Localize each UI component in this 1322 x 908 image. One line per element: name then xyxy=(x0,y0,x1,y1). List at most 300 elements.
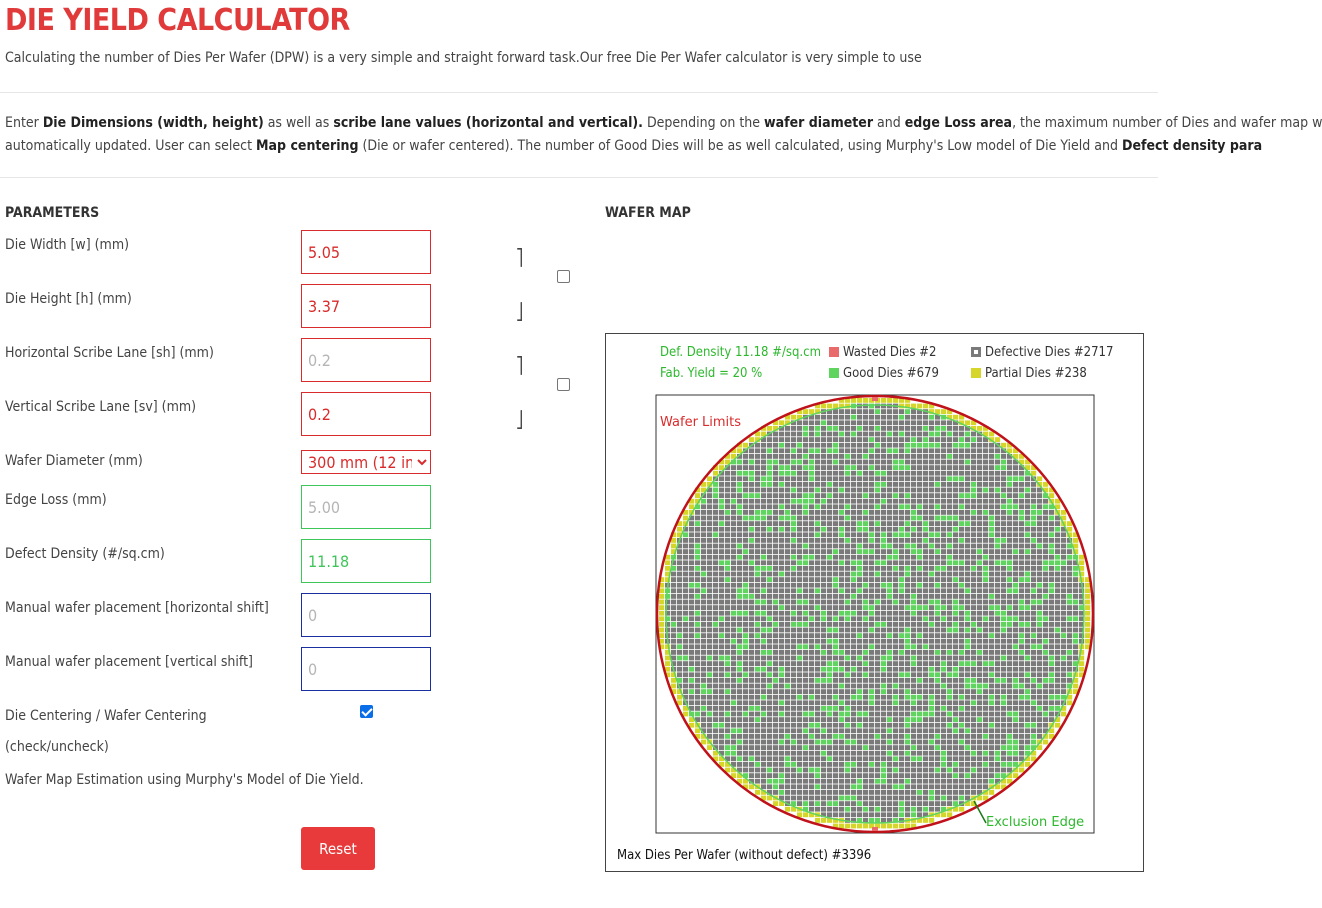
die-cell xyxy=(719,488,724,493)
die-cell xyxy=(1031,723,1036,728)
die-cell xyxy=(815,465,820,470)
die-cell xyxy=(833,521,838,526)
die-cell xyxy=(773,560,778,565)
die-cell xyxy=(809,443,814,448)
die-cell xyxy=(863,549,868,554)
die-cell xyxy=(803,572,808,577)
die-cell xyxy=(851,544,856,549)
die-cell xyxy=(683,600,688,605)
die-cell xyxy=(917,538,922,543)
die-cell xyxy=(791,527,796,532)
v-scribe-input[interactable] xyxy=(301,392,431,436)
die-cell xyxy=(1061,588,1066,593)
die-cell xyxy=(671,588,676,593)
die-cell xyxy=(1001,689,1006,694)
die-cell xyxy=(911,594,916,599)
die-cell xyxy=(1037,644,1042,649)
die-cell xyxy=(803,588,808,593)
die-cell xyxy=(1085,633,1090,638)
die-cell xyxy=(767,566,772,571)
die-cell xyxy=(713,740,718,745)
die-cell xyxy=(911,448,916,453)
die-cell xyxy=(821,583,826,588)
die-cell xyxy=(761,588,766,593)
die-cell xyxy=(947,790,952,795)
die-cell xyxy=(935,745,940,750)
die-cell xyxy=(1043,510,1048,515)
die-cell xyxy=(899,594,904,599)
die-cell xyxy=(1067,622,1072,627)
die-cell xyxy=(1001,549,1006,554)
die-cell xyxy=(755,773,760,778)
die-cell xyxy=(1007,717,1012,722)
die-cell xyxy=(911,544,916,549)
die-cell xyxy=(977,594,982,599)
die-cell xyxy=(995,672,1000,677)
die-cell xyxy=(911,745,916,750)
die-cell xyxy=(989,499,994,504)
die-cell xyxy=(911,409,916,414)
die-cell xyxy=(1007,706,1012,711)
die-cell xyxy=(719,549,724,554)
die-cell xyxy=(977,672,982,677)
die-cell xyxy=(929,622,934,627)
die-cell xyxy=(953,628,958,633)
die-cell xyxy=(839,784,844,789)
die-cell xyxy=(791,779,796,784)
die-cell xyxy=(923,723,928,728)
die-cell xyxy=(953,588,958,593)
die-cell xyxy=(839,476,844,481)
die-cell xyxy=(941,740,946,745)
die-cell xyxy=(749,566,754,571)
die-cell xyxy=(989,734,994,739)
die-cell xyxy=(1067,594,1072,599)
die-cell xyxy=(731,745,736,750)
die-cell xyxy=(923,426,928,431)
die-cell xyxy=(893,712,898,717)
die-cell xyxy=(923,734,928,739)
die-cell xyxy=(701,678,706,683)
die-cell xyxy=(749,471,754,476)
die-cell xyxy=(917,566,922,571)
die-cell xyxy=(995,700,1000,705)
die-cell xyxy=(1031,734,1036,739)
die-cell xyxy=(761,745,766,750)
die-cell xyxy=(701,622,706,627)
die-cell xyxy=(923,471,928,476)
die-cell xyxy=(851,493,856,498)
die-cell xyxy=(875,628,880,633)
die-cell xyxy=(827,745,832,750)
die-cell xyxy=(725,583,730,588)
die-cell xyxy=(1043,684,1048,689)
die-cell xyxy=(809,628,814,633)
die-cell xyxy=(695,656,700,661)
die-cell xyxy=(923,560,928,565)
die-cell xyxy=(791,661,796,666)
die-cell xyxy=(713,644,718,649)
die-cell xyxy=(851,409,856,414)
die-cell xyxy=(845,521,850,526)
centering-checkbox[interactable] xyxy=(360,705,373,718)
die-cell xyxy=(857,566,862,571)
die-cell xyxy=(863,672,868,677)
die-cell xyxy=(845,504,850,509)
die-cell xyxy=(935,482,940,487)
die-cell xyxy=(887,594,892,599)
die-cell xyxy=(893,824,898,829)
die-cell xyxy=(695,600,700,605)
die-cell xyxy=(917,516,922,521)
die-cell xyxy=(845,762,850,767)
die-cell xyxy=(809,695,814,700)
die-cell xyxy=(749,661,754,666)
die-cell xyxy=(839,661,844,666)
die-cell xyxy=(665,566,670,571)
die-cell xyxy=(1055,605,1060,610)
die-cell xyxy=(1061,656,1066,661)
die-cell xyxy=(743,740,748,745)
defect-density-input[interactable] xyxy=(301,539,431,583)
die-cell xyxy=(899,678,904,683)
die-cell xyxy=(863,745,868,750)
die-cell xyxy=(839,672,844,677)
die-cell xyxy=(845,437,850,442)
die-cell xyxy=(887,751,892,756)
die-cell xyxy=(923,588,928,593)
die-cell xyxy=(719,695,724,700)
die-cell xyxy=(839,605,844,610)
die-cell xyxy=(959,460,964,465)
die-cell xyxy=(749,756,754,761)
die-cell xyxy=(911,812,916,817)
die-cell xyxy=(797,521,802,526)
die-cell xyxy=(743,745,748,750)
die-cell xyxy=(869,723,874,728)
die-cell xyxy=(773,600,778,605)
die-cell xyxy=(863,700,868,705)
die-cell xyxy=(845,426,850,431)
die-cell xyxy=(917,644,922,649)
die-cell xyxy=(1007,488,1012,493)
die-cell xyxy=(995,583,1000,588)
die-cell xyxy=(953,616,958,621)
die-cell xyxy=(833,577,838,582)
die-cell xyxy=(929,521,934,526)
die-cell xyxy=(773,510,778,515)
die-cell xyxy=(809,516,814,521)
die-cell xyxy=(701,600,706,605)
die-cell xyxy=(1007,689,1012,694)
die-cell xyxy=(911,443,916,448)
die-cell xyxy=(1007,493,1012,498)
die-cell xyxy=(857,465,862,470)
die-cell xyxy=(929,555,934,560)
die-cell xyxy=(869,572,874,577)
die-cell xyxy=(905,594,910,599)
die-cell xyxy=(755,560,760,565)
die-cell xyxy=(1037,583,1042,588)
die-cell xyxy=(965,723,970,728)
die-cell xyxy=(905,773,910,778)
die-cell xyxy=(683,616,688,621)
die-cell xyxy=(779,465,784,470)
die-cell xyxy=(1025,633,1030,638)
die-cell xyxy=(737,712,742,717)
die-cell xyxy=(791,544,796,549)
die-cell xyxy=(737,555,742,560)
die-cell xyxy=(1001,728,1006,733)
die-width-input[interactable] xyxy=(301,230,431,274)
die-cell xyxy=(905,706,910,711)
die-cell xyxy=(989,656,994,661)
die-cell xyxy=(953,443,958,448)
die-cell xyxy=(923,572,928,577)
die-cell xyxy=(797,516,802,521)
die-cell xyxy=(887,756,892,761)
die-cell xyxy=(797,700,802,705)
die-cell xyxy=(785,510,790,515)
die-cell xyxy=(827,510,832,515)
die-cell xyxy=(761,560,766,565)
die-cell xyxy=(725,588,730,593)
die-cell xyxy=(905,723,910,728)
link-dimensions-checkbox[interactable] xyxy=(557,270,570,283)
die-cell xyxy=(851,667,856,672)
die-cell xyxy=(761,684,766,689)
die-cell xyxy=(1073,588,1078,593)
die-cell xyxy=(809,572,814,577)
die-cell xyxy=(983,544,988,549)
die-cell xyxy=(923,600,928,605)
die-cell xyxy=(1043,532,1048,537)
die-cell xyxy=(755,712,760,717)
h-scribe-input[interactable] xyxy=(301,338,431,382)
die-cell xyxy=(1037,566,1042,571)
die-cell xyxy=(1007,650,1012,655)
die-cell xyxy=(749,616,754,621)
die-cell xyxy=(1085,622,1090,627)
die-cell xyxy=(911,600,916,605)
die-cell xyxy=(779,611,784,616)
die-cell xyxy=(881,801,886,806)
die-cell xyxy=(785,521,790,526)
die-cell xyxy=(935,426,940,431)
die-cell xyxy=(1025,717,1030,722)
wafer-diameter-label: Wafer Diameter (mm) xyxy=(5,453,143,469)
die-cell xyxy=(1025,555,1030,560)
die-cell xyxy=(779,560,784,565)
die-cell xyxy=(917,460,922,465)
die-cell xyxy=(833,717,838,722)
die-cell xyxy=(827,644,832,649)
die-cell xyxy=(779,588,784,593)
centering-hint: (check/uncheck) xyxy=(5,739,109,755)
die-cell xyxy=(1031,488,1036,493)
die-cell xyxy=(797,712,802,717)
die-cell xyxy=(917,510,922,515)
die-cell xyxy=(737,488,742,493)
die-cell xyxy=(857,672,862,677)
die-cell xyxy=(677,600,682,605)
die-cell xyxy=(875,460,880,465)
h-shift-input[interactable] xyxy=(301,593,431,637)
die-cell xyxy=(743,728,748,733)
die-cell xyxy=(791,616,796,621)
die-cell xyxy=(779,420,784,425)
die-cell xyxy=(1025,723,1030,728)
die-cell xyxy=(923,566,928,571)
die-cell xyxy=(983,611,988,616)
die-cell xyxy=(911,717,916,722)
edge-loss-input[interactable] xyxy=(301,485,431,529)
die-cell xyxy=(707,667,712,672)
die-cell xyxy=(851,745,856,750)
die-cell xyxy=(917,454,922,459)
die-cell xyxy=(929,661,934,666)
die-cell xyxy=(749,622,754,627)
die-cell xyxy=(1061,661,1066,666)
die-cell xyxy=(923,488,928,493)
die-cell xyxy=(911,622,916,627)
die-cell xyxy=(905,588,910,593)
die-cell xyxy=(965,678,970,683)
die-cell xyxy=(869,454,874,459)
die-cell xyxy=(899,605,904,610)
die-cell xyxy=(869,443,874,448)
die-cell xyxy=(749,784,754,789)
die-cell xyxy=(881,426,886,431)
die-cell xyxy=(917,639,922,644)
die-cell xyxy=(695,544,700,549)
die-cell xyxy=(797,689,802,694)
die-cell xyxy=(1073,572,1078,577)
die-cell xyxy=(839,594,844,599)
die-cell xyxy=(785,538,790,543)
die-cell xyxy=(1073,622,1078,627)
die-cell xyxy=(995,605,1000,610)
die-cell xyxy=(695,516,700,521)
die-cell xyxy=(887,656,892,661)
die-cell xyxy=(773,695,778,700)
die-cell xyxy=(707,493,712,498)
die-cell xyxy=(797,784,802,789)
link-scribe-checkbox[interactable] xyxy=(557,378,570,391)
wafer-diameter-select[interactable] xyxy=(301,450,431,474)
die-cell xyxy=(719,566,724,571)
die-cell xyxy=(905,510,910,515)
die-cell xyxy=(833,779,838,784)
die-cell xyxy=(809,622,814,627)
die-cell xyxy=(779,504,784,509)
die-cell xyxy=(833,549,838,554)
die-cell xyxy=(1001,465,1006,470)
die-cell xyxy=(1067,667,1072,672)
die-cell xyxy=(839,538,844,543)
die-cell xyxy=(893,583,898,588)
die-cell xyxy=(743,560,748,565)
die-cell xyxy=(1025,527,1030,532)
die-cell xyxy=(941,594,946,599)
die-cell xyxy=(857,600,862,605)
die-cell xyxy=(1013,684,1018,689)
die-cell xyxy=(683,656,688,661)
die-cell xyxy=(803,471,808,476)
die-cell xyxy=(887,426,892,431)
die-cell xyxy=(731,605,736,610)
die-cell xyxy=(1019,544,1024,549)
die-cell xyxy=(731,572,736,577)
die-cell xyxy=(707,628,712,633)
die-cell xyxy=(677,616,682,621)
die-cell xyxy=(1061,616,1066,621)
die-height-input[interactable] xyxy=(301,284,431,328)
die-cell xyxy=(737,734,742,739)
die-cell xyxy=(779,616,784,621)
die-cell xyxy=(767,527,772,532)
die-cell xyxy=(989,672,994,677)
die-cell xyxy=(911,616,916,621)
die-cell xyxy=(803,555,808,560)
die-cell xyxy=(779,734,784,739)
reset-button[interactable]: Reset xyxy=(301,827,375,870)
die-cell xyxy=(935,728,940,733)
die-cell xyxy=(839,532,844,537)
die-cell xyxy=(935,633,940,638)
die-cell xyxy=(1025,678,1030,683)
die-cell xyxy=(953,639,958,644)
die-cell xyxy=(947,510,952,515)
die-cell xyxy=(779,706,784,711)
die-cell xyxy=(701,566,706,571)
die-cell xyxy=(755,700,760,705)
die-cell xyxy=(743,493,748,498)
die-cell xyxy=(827,415,832,420)
die-cell xyxy=(869,605,874,610)
die-cell xyxy=(755,639,760,644)
die-cell xyxy=(689,695,694,700)
die-cell xyxy=(791,622,796,627)
die-cell xyxy=(827,448,832,453)
die-cell xyxy=(899,644,904,649)
die-cell xyxy=(971,527,976,532)
die-cell xyxy=(773,667,778,672)
die-cell xyxy=(911,768,916,773)
die-cell xyxy=(845,555,850,560)
die-cell xyxy=(917,706,922,711)
description-text: Depending on the xyxy=(642,115,764,131)
die-cell xyxy=(803,460,808,465)
die-cell xyxy=(971,471,976,476)
die-cell xyxy=(749,577,754,582)
die-cell xyxy=(863,751,868,756)
die-cell xyxy=(827,420,832,425)
die-cell xyxy=(1025,611,1030,616)
die-cell xyxy=(689,527,694,532)
die-cell xyxy=(929,616,934,621)
die-cell xyxy=(701,650,706,655)
die-cell xyxy=(857,700,862,705)
v-shift-input[interactable] xyxy=(301,647,431,691)
die-cell xyxy=(713,538,718,543)
die-cell xyxy=(857,426,862,431)
die-cell xyxy=(725,740,730,745)
die-cell xyxy=(833,611,838,616)
die-cell xyxy=(923,667,928,672)
die-cell xyxy=(1001,695,1006,700)
die-cell xyxy=(779,516,784,521)
